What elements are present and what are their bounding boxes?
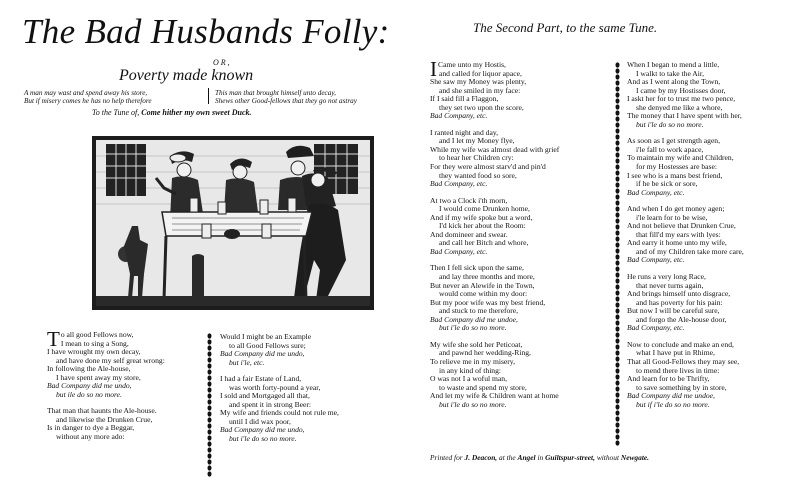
imprint-printer: J. Deacon, (464, 453, 498, 462)
chain-link (616, 434, 620, 439)
chain-link (616, 158, 620, 163)
verse-line: Came unto my Hostis, (438, 60, 506, 69)
chain-link (616, 428, 620, 433)
chain-link (208, 405, 212, 410)
chain-link (208, 417, 212, 422)
verse-line: and stuck to me therefore, (439, 306, 519, 316)
chain-link (616, 140, 620, 145)
woodcut-illustration (92, 136, 374, 310)
verse-line: But never an Alewife in the Town, (430, 280, 535, 290)
chain-link (616, 206, 620, 211)
chain-link (616, 170, 620, 175)
part2-column-1 (430, 57, 560, 417)
verse-line: Bad Company did me undoe, (430, 314, 518, 324)
chain-link (208, 369, 212, 374)
chain-link (616, 314, 620, 319)
verse-line: to waste and spend my store, (439, 382, 527, 392)
verse (47, 327, 165, 399)
verse-line: for my Hostesses are base: (636, 162, 717, 172)
verse-line: She saw my Money was plenty, (430, 77, 527, 87)
intro-left (24, 89, 152, 105)
verse (430, 197, 559, 257)
verse-line: And when I do get money agen; (627, 204, 725, 214)
verse-line: Would I might be an Example (220, 332, 312, 341)
imprint-text: without (596, 453, 620, 462)
chain-link (616, 362, 620, 367)
chain-link (616, 68, 620, 73)
verse-line: That man that haunts the Ale-house. (47, 406, 157, 416)
verse-line: Bad Company did me undo, (47, 381, 132, 391)
verse-line: I mean to sing a Song, (60, 338, 129, 348)
ballad-title: The Bad Husbands Folly: (22, 12, 390, 51)
verse-line: But now I will be careful sure, (627, 306, 720, 316)
chain-link (616, 254, 620, 259)
chain-link (208, 375, 212, 380)
intro-line: Shews other Good-fellows that they go not astray (215, 97, 357, 105)
chain-link (616, 344, 620, 349)
chain-link (208, 441, 212, 446)
verse-line: and likewise the Drunken Crue, (56, 414, 153, 424)
chain-link (208, 345, 212, 350)
verse (627, 137, 744, 197)
chain-link (616, 416, 620, 421)
chain-link (616, 392, 620, 397)
imprint (430, 453, 649, 462)
chain-link (208, 393, 212, 398)
verse-line: I have wrought my own decay, (47, 347, 141, 357)
part1-column-2 (220, 333, 339, 452)
verse-line: but i'le do so no more. (439, 399, 507, 409)
verse-line: And if my wife spoke but a word, (430, 212, 533, 222)
verse-line: As soon as I get strength agen, (627, 136, 721, 146)
verse-line: and pawnd her wedding-Ring, (439, 348, 531, 358)
intro-line: A man may wast and spend away his store, (24, 89, 148, 97)
verse-line: And as I went along the Town, (627, 77, 721, 87)
chain-link (616, 122, 620, 127)
chain-link (616, 386, 620, 391)
verse-line: I'd kick her about the Room: (439, 221, 526, 231)
chain-link (616, 410, 620, 415)
chain-link (616, 86, 620, 91)
verse-line: I walkt to take the Air, (636, 68, 705, 78)
chain-link (616, 182, 620, 187)
intro-right (215, 89, 357, 105)
verse-line: And not believe that Drunken Crue, (627, 221, 736, 231)
chain-link (616, 116, 620, 121)
verse-line: While my wife was almost dead with grief (430, 144, 560, 154)
chain-link (616, 80, 620, 85)
imprint-prefix: Printed for (430, 453, 463, 462)
verse (47, 407, 165, 441)
verse-line: O was not I a woful man, (430, 374, 507, 384)
verse-line: And earry it home unto my wife, (627, 238, 727, 248)
verse (220, 375, 339, 443)
chain-link (616, 248, 620, 253)
verse-line: but ile do so no more. (56, 389, 122, 399)
verse-line: Now to conclude and make an end, (627, 339, 734, 349)
imprint-sign: Angel (517, 453, 536, 462)
window-left (106, 144, 146, 196)
chain-link (616, 338, 620, 343)
chain-link (616, 134, 620, 139)
chain-link (616, 302, 620, 307)
verse-line: Bad Company, etc. (430, 246, 488, 256)
verse (220, 333, 339, 367)
chain-link (616, 422, 620, 427)
intro-divider (208, 88, 209, 104)
verse-line: o all good Fellows now, (60, 330, 134, 339)
verse-line: And brings himself unto disgrace, (627, 289, 731, 299)
imprint-gate: Newgate. (620, 453, 649, 462)
verse (430, 129, 559, 189)
chain-link (616, 266, 620, 271)
verse-line: and call her Bitch and whore, (439, 238, 529, 248)
verse-line: and she smiled in my face: (439, 85, 521, 95)
verse-line: Is in danger to dye a Beggar, (47, 423, 135, 433)
verse-line: Bad Company, etc. (430, 111, 488, 121)
verse-line: she denyed me like a whore, (636, 102, 723, 112)
chain-link (208, 447, 212, 452)
verse-line: and have done my self great wrong: (56, 355, 165, 365)
chain-link (616, 308, 620, 313)
chain-link (616, 62, 620, 67)
chain-link (208, 459, 212, 464)
chain-link (616, 176, 620, 181)
chain-link (616, 326, 620, 331)
chain-link (208, 339, 212, 344)
chain-link (616, 92, 620, 97)
verse-line: In following the Ale-house, (47, 364, 131, 374)
chain-link (616, 440, 620, 445)
chain-link (616, 368, 620, 373)
chain-link (208, 351, 212, 356)
verse-line: My wife she sold her Peticoat, (430, 339, 523, 349)
verse-line: would come within my door: (439, 289, 528, 299)
chain-link (208, 387, 212, 392)
verse-line: When I began to mend a little, (627, 60, 720, 69)
chain-link (208, 465, 212, 470)
imprint-street: Guiltspur-street, (545, 453, 595, 462)
verse-line: and lay three months and more, (439, 272, 535, 282)
verse (430, 57, 559, 121)
verse-line: I came by my Hostisses door, (636, 85, 726, 95)
chain-link (208, 423, 212, 428)
verse-line: If I said fill a Flaggon, (430, 94, 499, 104)
verse-line: and spent it in strong Beer: (229, 399, 312, 409)
verse-line: That all Good-Fellows they may see, (627, 356, 740, 366)
verse (627, 61, 744, 129)
verse-line: i'le learn for to be wise, (636, 212, 708, 222)
chain-link (208, 399, 212, 404)
verse-line: and called for liquor apace, (439, 68, 522, 78)
verse-line: For they were almost starv'd and pin'd (430, 162, 546, 172)
verse-line: But my poor wife was my best friend, (430, 297, 546, 307)
verse-line: and of my Children take more care, (636, 246, 744, 256)
verse-line: I ranted night and day, (430, 127, 499, 137)
chain-link (616, 398, 620, 403)
chain-border (615, 62, 620, 446)
verse (627, 205, 744, 265)
verse-line: was worth forty-pound a year, (229, 382, 321, 392)
verse-line: but i'le do so no more. (636, 119, 704, 129)
verse-line: I see who is a mans best friend, (627, 170, 723, 180)
verse-line: but i'le, etc. (229, 357, 265, 367)
intro-line: This man that brought himself unto decay, (215, 89, 336, 97)
chain-link (616, 104, 620, 109)
chain-link (208, 435, 212, 440)
verse-line: And let my wife & Children want at home (430, 391, 559, 401)
chain-link (208, 471, 212, 476)
chain-link (208, 429, 212, 434)
chain-link (616, 380, 620, 385)
verse-line: Bad Company did me undoe, (627, 391, 715, 401)
ballad-subtitle: Poverty made known (119, 67, 254, 84)
verse-line: And domineer and swear. (430, 229, 508, 239)
tune-line (92, 108, 252, 117)
chain-link (616, 278, 620, 283)
verse-line: To maintain my wife and Children, (627, 153, 734, 163)
chain-link (208, 453, 212, 458)
verse-line: and has poverty for his pain: (636, 297, 723, 307)
verse-line: to mend there lives in time: (636, 365, 720, 375)
chain-link (616, 332, 620, 337)
drop-cap: I (430, 57, 437, 81)
chain-link (616, 290, 620, 295)
verse-line: Bad Company, etc. (627, 187, 685, 197)
verse-line: that never turns again, (636, 280, 704, 290)
chain-link (616, 296, 620, 301)
part1-column-1 (47, 327, 165, 450)
verse-line: without any more ado: (56, 432, 125, 442)
verse-line: but i'le do so no more. (229, 434, 297, 444)
verse (430, 264, 559, 332)
verse (430, 341, 559, 409)
verse (627, 341, 744, 409)
chain-link (616, 188, 620, 193)
verse-line: My wife and friends could not rule me, (220, 408, 339, 418)
drop-cap: T (47, 327, 60, 351)
or-text: OR, (213, 58, 232, 67)
chain-link (616, 152, 620, 157)
verse-line: but if i'le do so no more. (636, 399, 710, 409)
chain-link (208, 363, 212, 368)
verse-line: to all Good Fellows sure; (229, 340, 306, 350)
verse-line: until I did wax poor, (229, 416, 291, 426)
chain-link (616, 356, 620, 361)
chain-link (616, 320, 620, 325)
verse-line: to save something by in store, (636, 382, 727, 392)
tune-name: Come hither my own sweet Duck. (141, 108, 252, 117)
verse-line: and I let my Money flye, (439, 136, 515, 146)
verse-line: I sold and Mortgaged all that, (220, 391, 310, 401)
chain-link (616, 146, 620, 151)
chain-link (616, 218, 620, 223)
chain-link (616, 128, 620, 133)
verse-line: To relieve me in my misery, (430, 356, 516, 366)
verse-line: they wanted food so sore, (439, 170, 517, 180)
verse-line: Bad Company, etc. (627, 323, 685, 333)
verse-line: that fill'd my ears with lyes: (636, 229, 721, 239)
verse-line: And learn for to be Thrifty, (627, 374, 710, 384)
chain-link (616, 110, 620, 115)
chain-link (616, 200, 620, 205)
verse-line: Bad Company did me undo, (220, 349, 305, 359)
verse-line: I askt her for to trust me two pence, (627, 94, 736, 104)
chain-link (616, 194, 620, 199)
chain-link (208, 381, 212, 386)
verse-line: and forgo the Ale-house door, (636, 314, 727, 324)
verse (627, 273, 744, 333)
verse-line: He runs a very long Race, (627, 272, 706, 282)
intro-line: But if misery comes he has no help therefore (24, 97, 152, 105)
chain-link (616, 374, 620, 379)
verse-line: but i'le do so no more. (439, 323, 507, 333)
verse-line: Then I fell sick upon the same, (430, 263, 524, 273)
part2-column-2 (627, 61, 744, 417)
verse-line: Bad Company did me undo, (220, 425, 305, 435)
verse-line: Bad Company, etc. (430, 179, 488, 189)
chain-link (208, 357, 212, 362)
verse-line: I would come Drunken home, (439, 204, 530, 214)
tune-prefix: To the Tune of, (92, 108, 140, 117)
chain-link (616, 230, 620, 235)
verse-line: if he be sick or sore, (636, 179, 698, 189)
chain-link (616, 224, 620, 229)
verse-line: to hear her Children cry: (439, 153, 514, 163)
imprint-text: in (537, 453, 544, 462)
chain-link (616, 212, 620, 217)
imprint-text: at the (499, 453, 516, 462)
chain-link (616, 74, 620, 79)
chain-link (616, 164, 620, 169)
verse-line: At two a Clock i'th morn, (430, 195, 508, 205)
chain-border (207, 333, 212, 477)
chain-link (616, 260, 620, 265)
verse-line: they set two upon the score, (439, 102, 524, 112)
chain-link (616, 404, 620, 409)
verse-line: i'le fall to work apace, (636, 144, 704, 154)
chain-link (208, 411, 212, 416)
chain-link (616, 242, 620, 247)
verse-line: in any kind of thing: (439, 365, 502, 375)
chain-link (208, 333, 212, 338)
verse-line: Bad Company, etc. (627, 255, 685, 265)
chain-link (616, 284, 620, 289)
chain-link (616, 98, 620, 103)
second-part-heading: The Second Part, to the same Tune. (473, 20, 658, 35)
chain-link (616, 236, 620, 241)
chain-link (616, 272, 620, 277)
verse-line: I had a fair Estate of Land, (220, 374, 302, 384)
chain-link (616, 350, 620, 355)
verse-line: what I have put in Rhime, (636, 348, 715, 358)
verse-line: I have spent away my store, (56, 372, 141, 382)
verse-line: The money that I have spent with her, (627, 111, 742, 121)
